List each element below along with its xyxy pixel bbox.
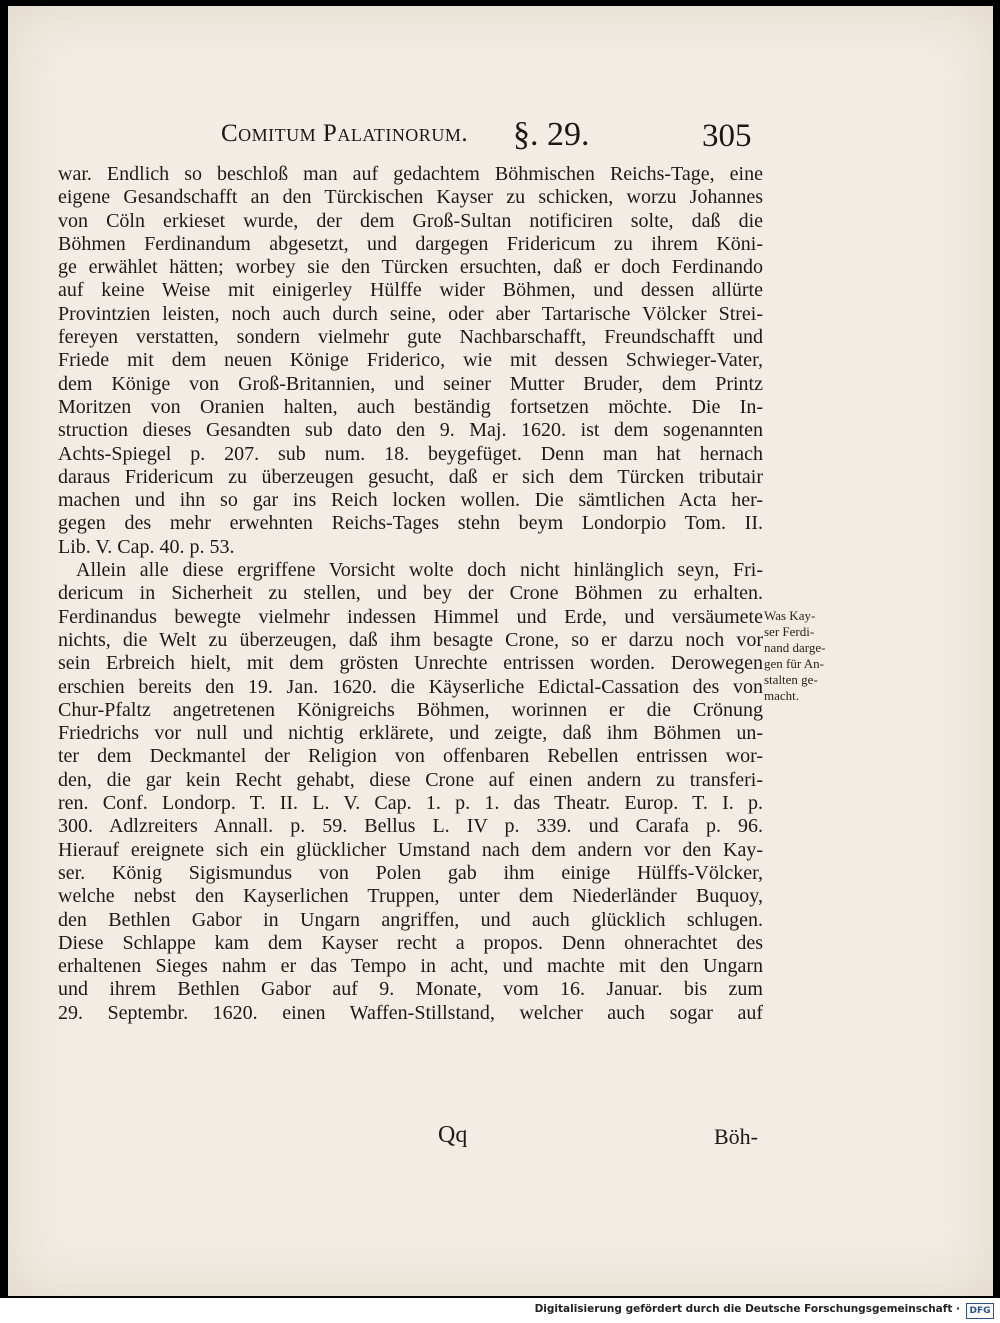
text-line: ren. Conf. Londorp. T. II. L. V. Cap. 1. p. 1. das Theatr. Europ. T. I. p. <box>58 792 763 815</box>
text-line: Böhmen Ferdinandum abgesetzt, und dargegen Fridericum zu ihrem Köni- <box>58 232 763 255</box>
footer-bar <box>0 1298 1000 1323</box>
text-line: Friedrichs vor null und nichtig erklärete, und zeigte, daß ihm Böhmen un- <box>58 722 763 745</box>
book-page <box>8 6 993 1296</box>
margin-note-line: macht. <box>764 688 800 703</box>
text-line: den Bethlen Gabor in Ungarn angriffen, und auch glücklich schlugen. <box>58 908 763 931</box>
text-line: welche nebst den Kayserlichen Truppen, unter dem Niederländer Buquoy, <box>58 885 763 908</box>
text-line: ge erwählet hätten; worbey sie den Türcken ersuchten, daß er doch Ferdinando <box>58 256 763 279</box>
running-title: Comitum Palatinorum. <box>221 120 469 147</box>
text-line: struction dieses Gesandten sub dato den 9. Maj. 1620. ist dem sogenannten <box>58 419 763 442</box>
text-line: Allein alle diese ergriffene Vorsicht wolte doch nicht hinlänglich seyn, Fri- <box>76 559 763 582</box>
text-line: auf keine Weise mit einigerley Hülffe wider Böhmen, und dessen allürte <box>58 279 763 302</box>
margin-note-line: stalten ge- <box>764 672 818 687</box>
text-line: und ihrem Bethlen Gabor auf 9. Monate, vom 16. Januar. bis zum <box>58 978 763 1001</box>
margin-note-line: gen für An- <box>764 656 824 671</box>
text-line: 29. Septembr. 1620. einen Waffen-Stillstand, welcher auch sogar auf <box>58 1001 763 1024</box>
page-number: 305 <box>702 118 752 154</box>
margin-note-line: ser Ferdi- <box>764 624 815 639</box>
text-line: dericum in Sicherheit zu stellen, und bey der Crone Böhmen zu erhalten. <box>58 582 763 605</box>
margin-note-line: nand darge- <box>764 640 826 655</box>
text-line: fereyen verstatten, sondern vielmehr gute Nachbarschafft, Freundschafft und <box>58 326 763 349</box>
text-line: daraus Fridericum zu überzeugen gesucht, daß er sich dem Türcken tributair <box>58 465 763 488</box>
text-line: Provintzien leisten, noch auch durch seine, oder aber Tartarische Völcker Strei- <box>58 302 763 325</box>
text-line: gegen des mehr erwehnten Reichs-Tages stehn beym Londorpio Tom. II. <box>58 512 763 535</box>
margin-note <box>764 608 859 704</box>
text-line: war. Endlich so beschloß man auf gedachtem Böhmischen Reichs-Tage, eine <box>58 163 763 185</box>
margin-note-line: Was Kay- <box>764 608 816 623</box>
signature-mark: Qq <box>438 1122 468 1148</box>
text-line: erschien bereits den 19. Jan. 1620. die Käyserliche Edictal-Cassation des von <box>58 675 763 698</box>
text-line: Moritzen von Oranien halten, auch beständig fortsetzen möchte. Die In- <box>58 395 763 418</box>
running-header <box>8 116 993 156</box>
text-line: erhaltenen Sieges nahm er das Tempo in acht, und machte mit den Ungarn <box>58 955 763 978</box>
section-number: §. 29. <box>513 116 590 153</box>
body-text <box>58 163 763 1025</box>
dfg-logo: DFG <box>966 1303 994 1319</box>
text-line: ter dem Deckmantel der Religion von offenbaren Rebellen entrissen wor- <box>58 745 763 768</box>
text-line: Hierauf ereignete sich ein glücklicher Umstand nach dem andern vor den Kay- <box>58 838 763 861</box>
text-line: sein Erbreich hielt, mit dem grösten Unrechte entrissen worden. Derowegen <box>58 652 763 675</box>
text-line: Ferdinandus bewegte vielmehr indessen Himmel und Erde, und versäumete <box>58 605 763 628</box>
text-line: ser. König Sigismundus von Polen gab ihm einige Hülffs-Völcker, <box>58 861 763 884</box>
text-line: Lib. V. Cap. 40. p. 53. <box>58 535 235 558</box>
text-line: machen und ihn so gar ins Reich locken wollen. Die sämtlichen Acta her- <box>58 489 763 512</box>
text-line: von Cöln erkieset wurde, der dem Groß-Sultan notificiren solte, daß die <box>58 209 763 232</box>
text-line: Chur-Pfaltz angetretenen Königreichs Böhmen, worinnen er die Crönung <box>58 698 763 721</box>
text-line: den, die gar kein Recht gehabt, diese Crone auf einen andern zu transferi- <box>58 768 763 791</box>
text-line: nichts, die Welt zu überzeugen, daß ihm besagte Crone, so er darzu noch vor <box>58 628 763 651</box>
catchword: Böh- <box>714 1124 758 1149</box>
text-line: Achts-Spiegel p. 207. sub num. 18. beygefüget. Denn man hat hernach <box>58 442 763 465</box>
text-line: dem Könige von Groß-Britannien, und seiner Mutter Bruder, dem Printz <box>58 372 763 395</box>
text-line: Diese Schlappe kam dem Kayser recht a propos. Denn ohnerachtet des <box>58 931 763 954</box>
text-line: Friede mit dem neuen Könige Friderico, wie mit dessen Schwieger-Vater, <box>58 349 763 372</box>
text-line: 300. Adlzreiters Annall. p. 59. Bellus L. IV p. 339. und Carafa p. 96. <box>58 815 763 838</box>
funding-credit: Digitalisierung gefördert durch die Deutsche Forschungsgemeinschaft · <box>534 1303 960 1315</box>
text-line: eigene Gesandschafft an den Türckischen Kayser zu schicken, worzu Johannes <box>58 186 763 209</box>
